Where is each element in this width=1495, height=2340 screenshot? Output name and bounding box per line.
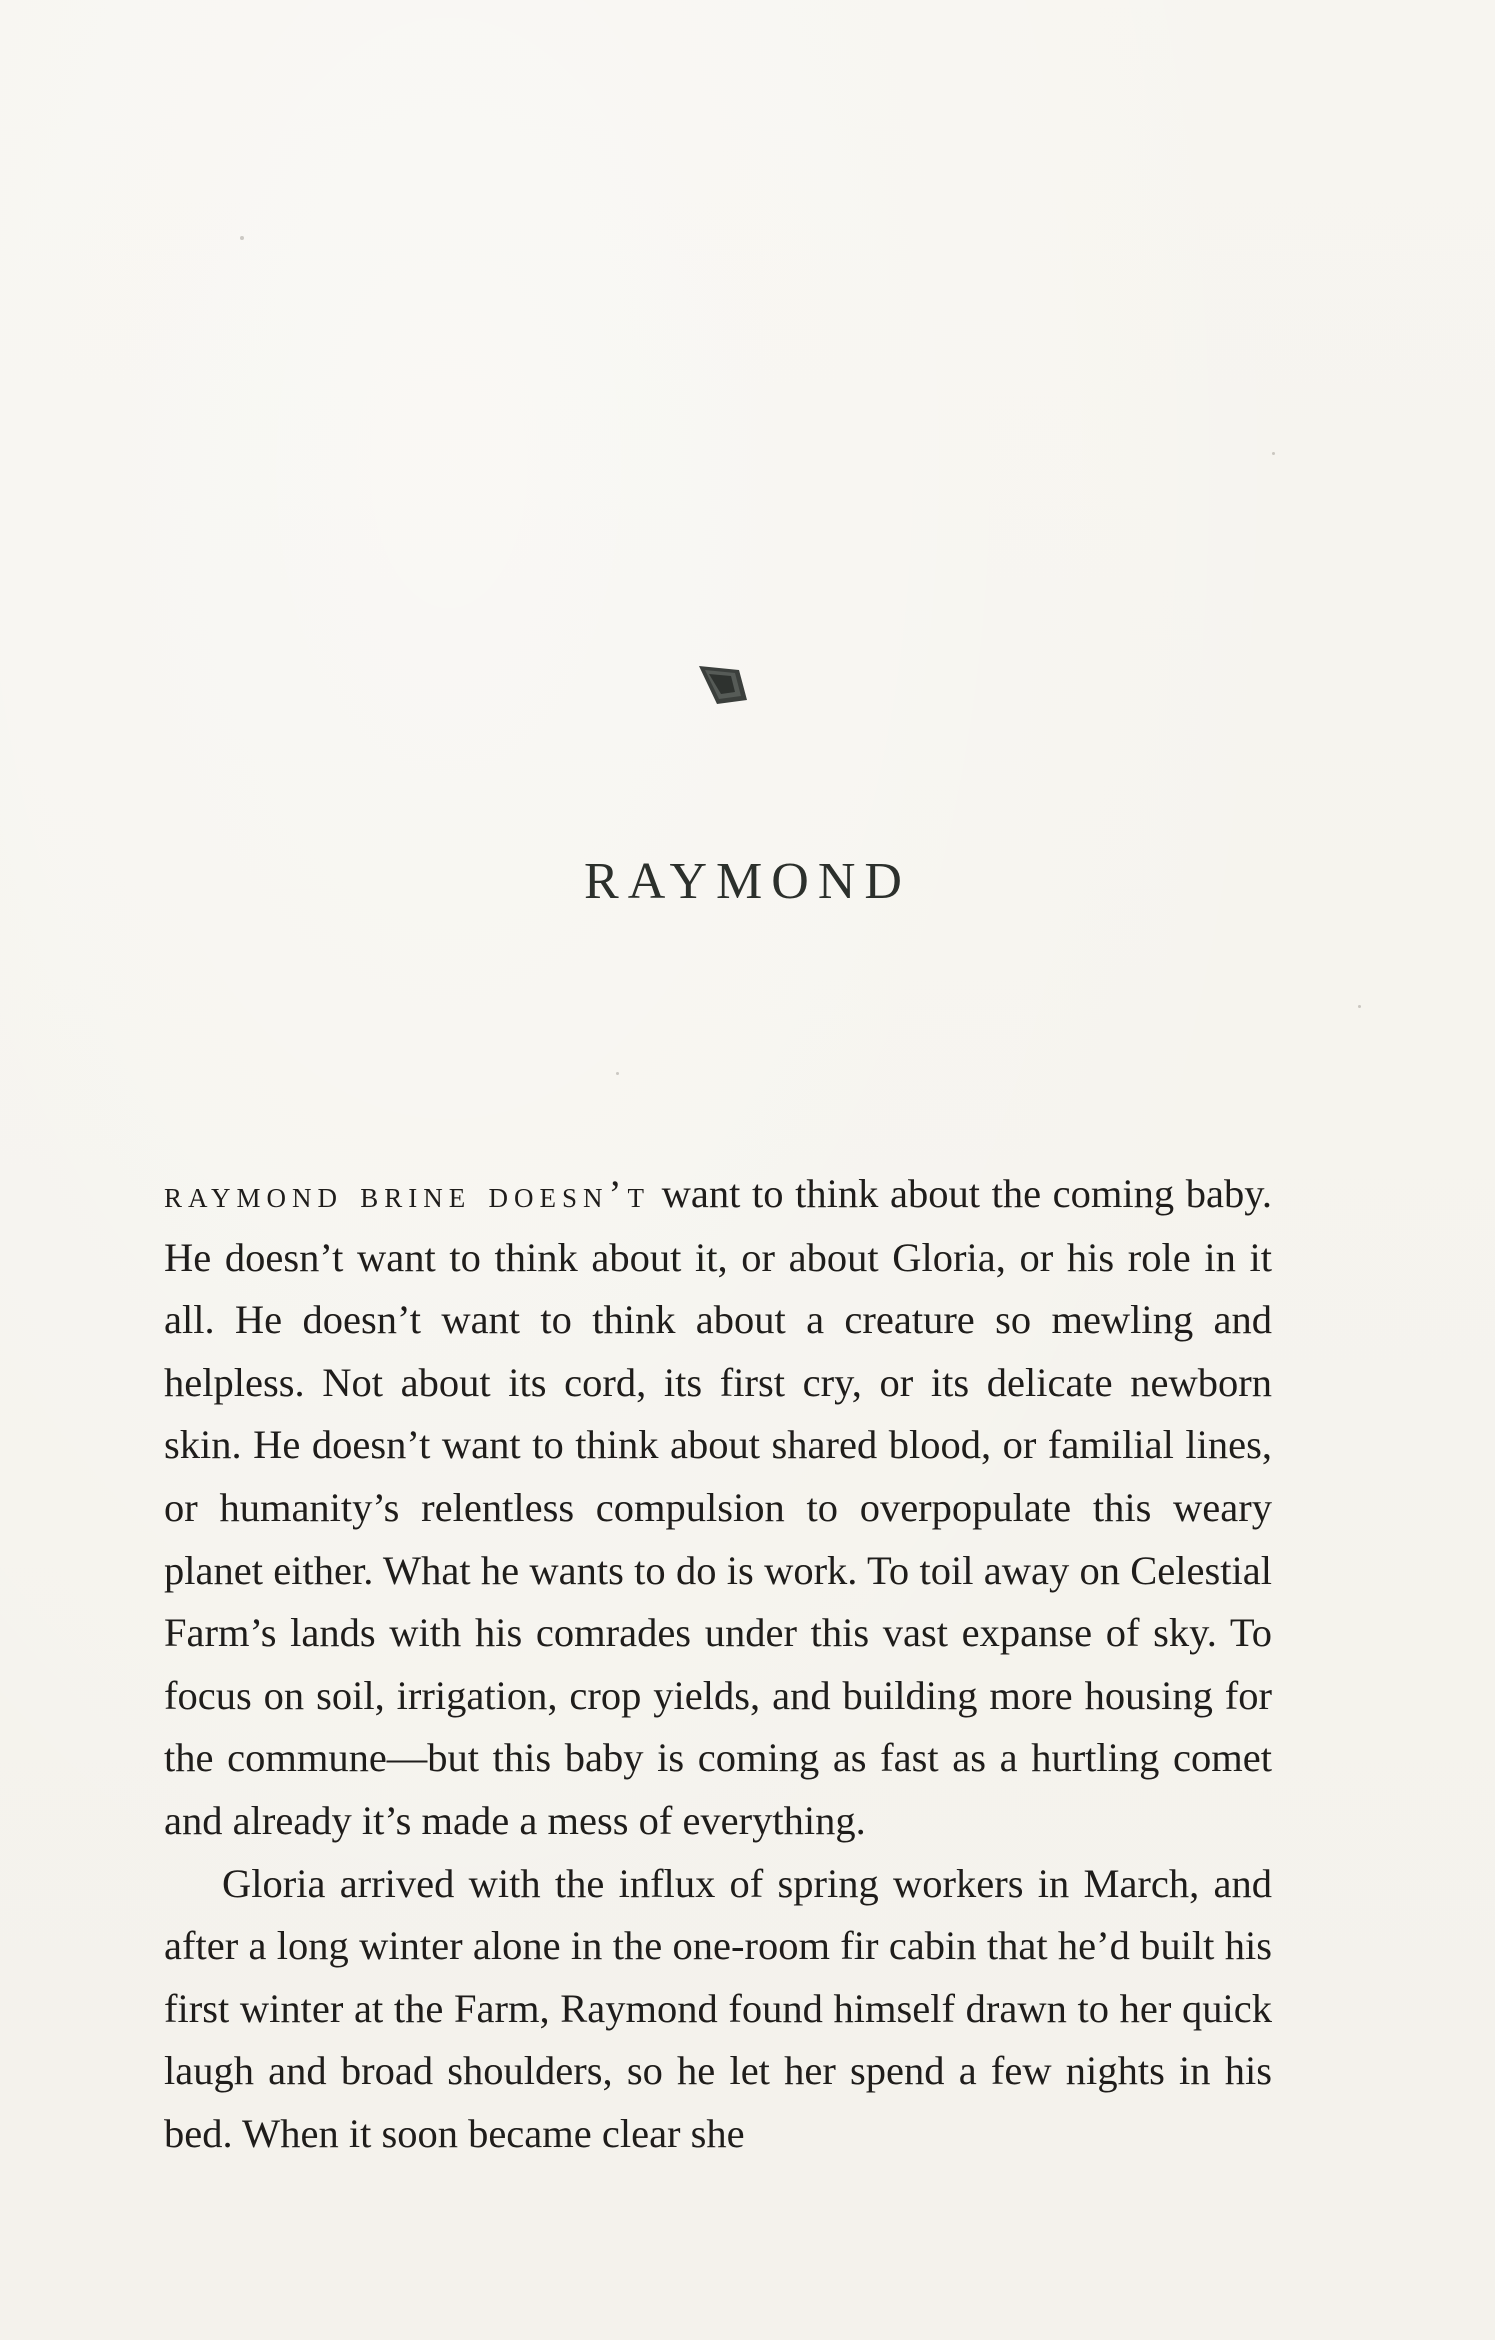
chapter-title: RAYMOND	[584, 853, 911, 910]
paper-speck	[1272, 452, 1275, 455]
paragraph-2: Gloria arrived with the influx of spring workers in March, and after a long winter alone in the one-room fir cabin that he’d built his first winter at the Farm, Raymond found himself drawn to her quick laugh and broad shoulders, so he let her spend a few nights in his bed. When it soon became clear she	[164, 1860, 1272, 2156]
paper-speck	[240, 236, 244, 240]
paragraph-1	[164, 1163, 1272, 1853]
paper-speck	[1358, 1005, 1361, 1008]
lead-in-small-caps: raymond brine doesn’t	[164, 1173, 651, 1216]
diamond-ornament-icon	[695, 660, 751, 708]
chapter-body	[164, 1163, 1272, 2166]
paragraph-1-text: want to think about the coming baby. He doesn’t want to think about it, or about Gloria, or his role in it all. He doesn’t want to think about a creature so mewling and helpless. Not about its cord, its first cry, or its delicate newborn skin. He doesn’t want to think about shared blood, or familial lines, or humanity’s relentless compulsion to overpopulate this weary planet either. What he wants to do is work. To toil away on Celestial Farm’s lands with his comrades under this vast expanse of sky. To focus on soil, irrigation, crop yields, and building more housing for the commune—but this baby is coming as fast as a hurtling comet and already it’s made a mess of everything.	[164, 1171, 1273, 1843]
paper-speck	[616, 1072, 619, 1075]
